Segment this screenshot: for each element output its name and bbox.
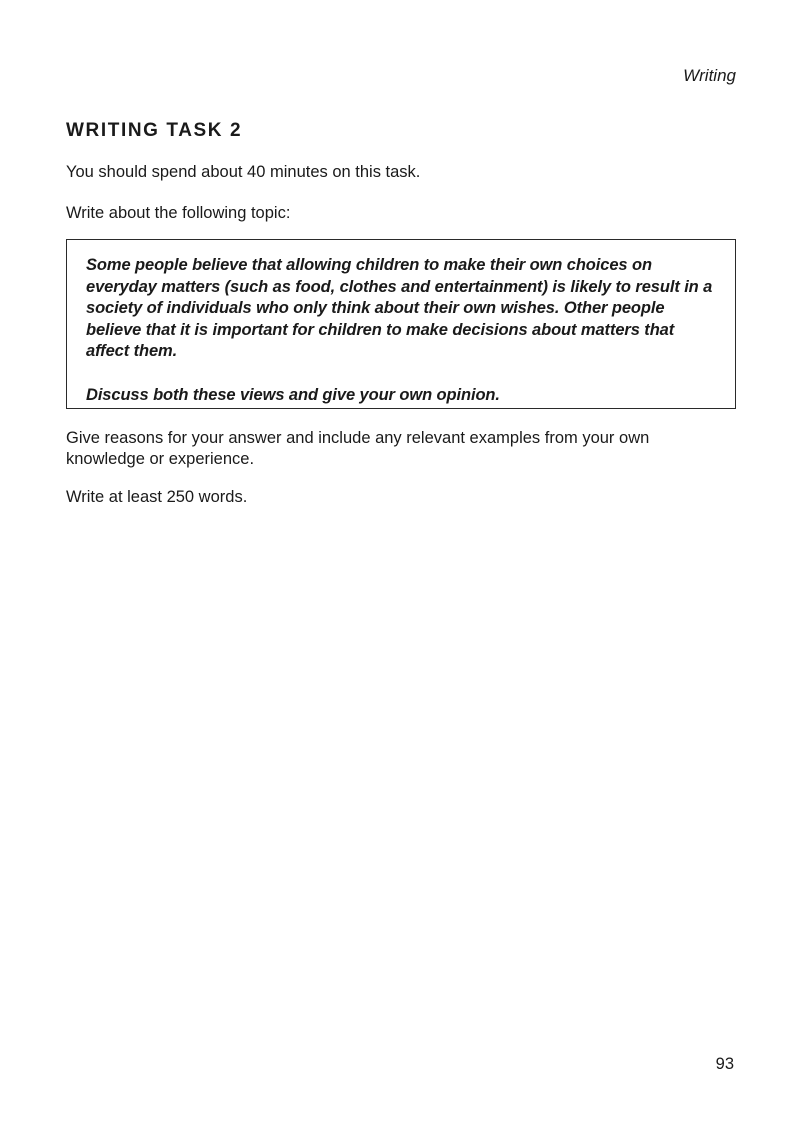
prompt-box — [66, 239, 736, 409]
page-number: 93 — [715, 1055, 734, 1073]
time-instruction: You should spend about 40 minutes on this task. — [66, 163, 421, 181]
prompt-statement: Some people believe that allowing children to make their own choices on everyday matters (such as food, clothes and entertainment) is likely to result in a society of individuals who only think about their own wishes. Other people believe that it is important for children to make decisions about matters that affect them. — [86, 256, 713, 360]
task-title: WRITING TASK 2 — [66, 120, 243, 141]
topic-intro: Write about the following topic: — [66, 204, 291, 222]
prompt-instruction: Discuss both these views and give your own opinion. — [86, 385, 500, 404]
running-head: Writing — [683, 66, 736, 85]
reasons-instruction: Give reasons for your answer and include any relevant examples from your own knowledge or experience. — [66, 429, 650, 468]
word-count-instruction: Write at least 250 words. — [66, 488, 248, 506]
